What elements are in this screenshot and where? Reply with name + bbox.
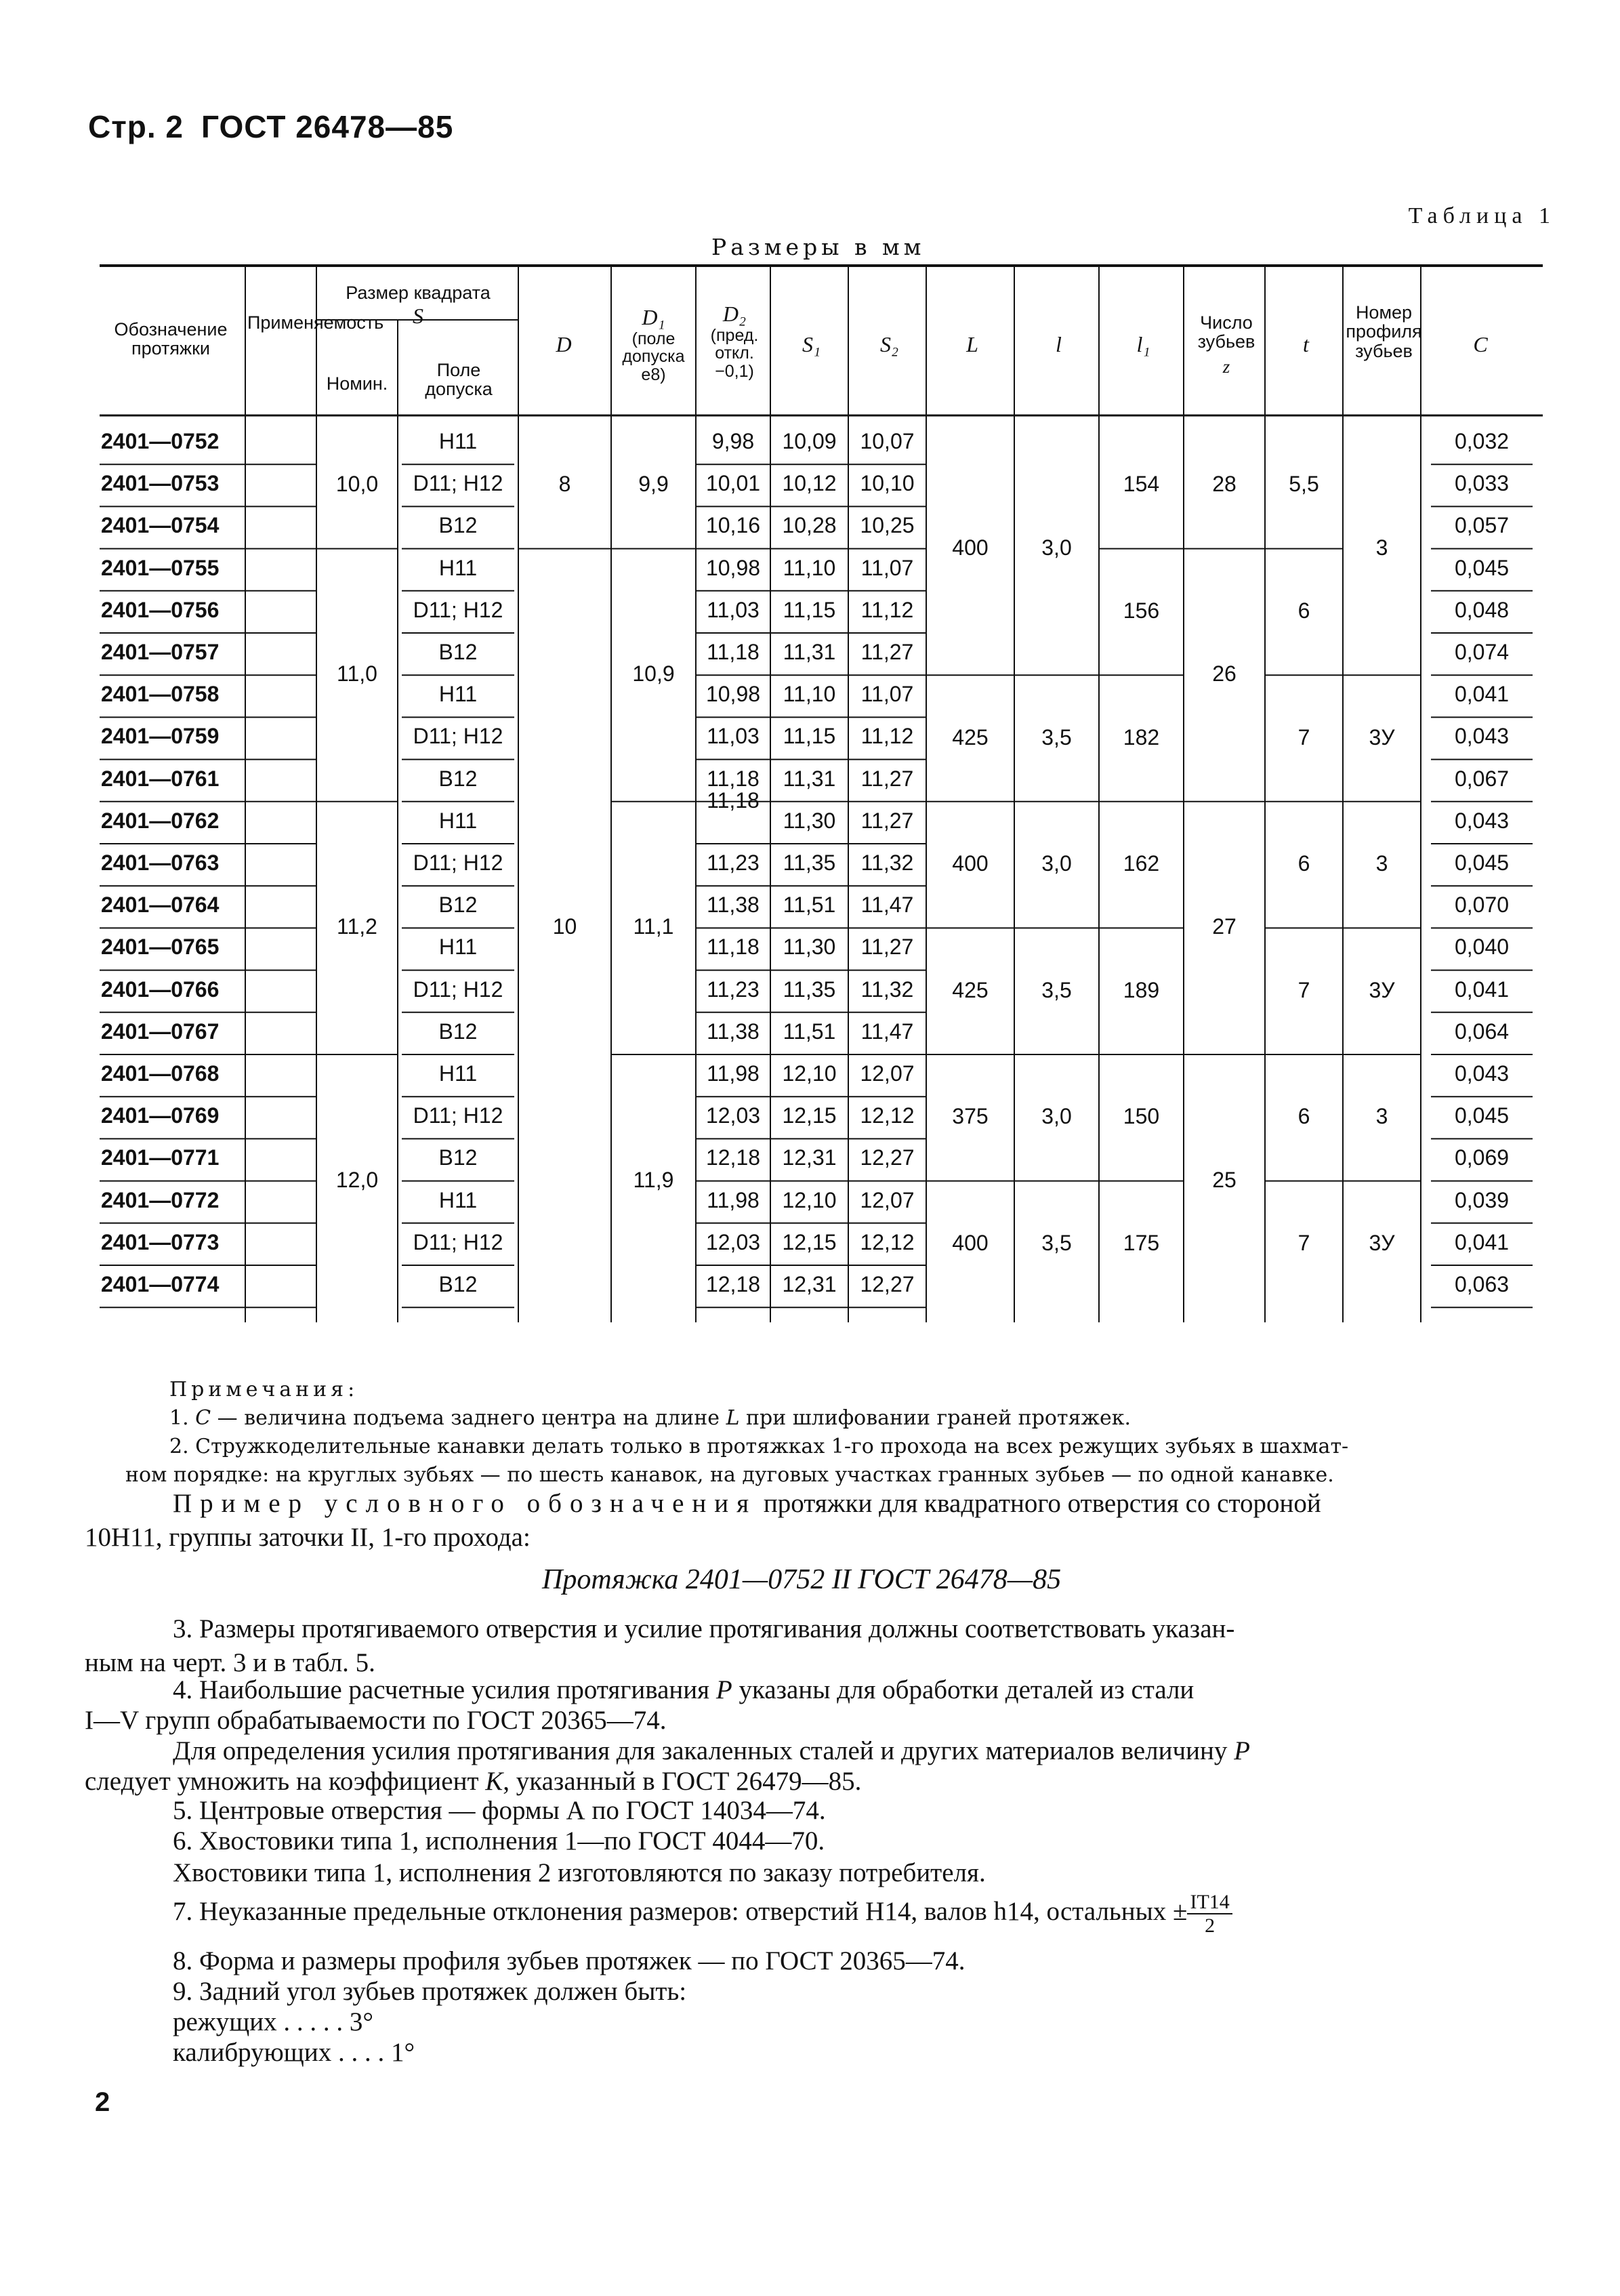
row-d2: 11,23 <box>707 850 760 875</box>
row-tolerance: D11; H12 <box>413 850 503 875</box>
merged-D1: 11,9 <box>633 1167 674 1192</box>
page-header <box>88 108 453 145</box>
row-c: 0,063 <box>1454 1272 1510 1296</box>
row-code: 2401—0754 <box>101 513 220 538</box>
hdr-tolerance: Поле допуска <box>425 360 493 400</box>
row-d2: 10,98 <box>705 555 761 580</box>
row-tolerance: H11 <box>438 429 478 453</box>
hdr-square-sym: S <box>413 304 423 328</box>
hdr-l: l <box>1056 332 1062 356</box>
para-7-text: 7. Неуказанные предельные отклонения размеров: отверстий H14, валов h14, остальных ± <box>173 1896 1188 1926</box>
row-c: 0,043 <box>1454 1061 1510 1086</box>
row-s2: 11,47 <box>860 1019 914 1044</box>
merged-nominal: 12,0 <box>335 1167 379 1192</box>
row-s1: 11,31 <box>783 640 836 664</box>
row-s2: 11,27 <box>860 640 914 664</box>
row-tolerance: D11; H12 <box>413 1229 503 1254</box>
para-4-b: указаны для обработки деталей из стали <box>732 1675 1195 1704</box>
row-s2: 11,07 <box>860 682 914 707</box>
merged-l1: 156 <box>1123 598 1160 623</box>
para-7 <box>173 1891 1232 1937</box>
hdr-S1: S₁ <box>802 332 821 356</box>
hdr-D1: D₁ <box>642 305 665 329</box>
merged-l: 3,5 <box>1041 724 1072 750</box>
merged-L: 425 <box>952 724 989 750</box>
row-code: 2401—0774 <box>101 1272 220 1296</box>
merged-l: 3,0 <box>1041 1104 1072 1129</box>
row-s2: 11,32 <box>860 850 914 875</box>
row-s2: 11,32 <box>860 977 914 1002</box>
row-c: 0,039 <box>1454 1187 1510 1212</box>
row-c: 0,040 <box>1454 935 1510 960</box>
row-s1: 11,15 <box>783 597 836 622</box>
merged-l1: 175 <box>1123 1230 1160 1255</box>
row-c: 0,045 <box>1454 850 1510 875</box>
row-tolerance: H11 <box>438 935 478 960</box>
row-d2: 12,18 <box>705 1145 761 1170</box>
para-4b-line-1 <box>173 1735 1250 1768</box>
merged-profile: 3 <box>1375 1104 1388 1129</box>
note-1-l: L <box>726 1406 740 1430</box>
merged-D1: 11,1 <box>633 914 674 939</box>
para-3-line-2: ным на черт. 3 и в табл. 5. <box>85 1648 375 1677</box>
para-9-calibrating: калибрующих . . . . 1° <box>173 2038 415 2067</box>
merged-z: 26 <box>1212 661 1237 686</box>
merged-L: 400 <box>952 535 989 560</box>
row-s1: 12,15 <box>782 1229 837 1254</box>
row-s2: 12,12 <box>860 1229 915 1254</box>
row-s2: 12,07 <box>860 1187 915 1212</box>
row-code: 2401—0768 <box>101 1061 220 1086</box>
row-tolerance: B12 <box>438 1019 478 1044</box>
merged-l: 3,5 <box>1041 977 1072 1002</box>
merged-t: 6 <box>1297 598 1310 623</box>
row-s1: 11,51 <box>783 893 836 918</box>
merged-t: 7 <box>1297 724 1310 750</box>
row-code: 2401—0769 <box>101 1103 220 1128</box>
hdr-D2: D₂ <box>722 302 747 326</box>
merged-l1: 189 <box>1123 977 1160 1002</box>
row-tolerance: H11 <box>438 1061 478 1086</box>
row-s1: 10,28 <box>782 513 837 538</box>
units-caption: Размеры в мм <box>711 234 926 260</box>
para-4-a: 4. Наибольшие расчетные усилия протягивания <box>173 1675 716 1704</box>
row-code: 2401—0772 <box>101 1187 220 1212</box>
row-tolerance: H11 <box>438 808 478 833</box>
merged-D: 10 <box>552 914 577 939</box>
page-number: 2 <box>95 2087 110 2117</box>
hdr-C: C <box>1473 332 1488 356</box>
hdr-nominal: Номин. <box>326 373 388 394</box>
row-code: 2401—0765 <box>101 935 220 960</box>
row-d2: 11,38 <box>707 893 760 918</box>
merged-D: 8 <box>558 472 571 497</box>
row-s1: 11,10 <box>783 555 836 580</box>
row-s2: 12,12 <box>860 1103 915 1128</box>
row-s2: 10,25 <box>860 513 915 538</box>
row-code: 2401—0757 <box>101 640 220 664</box>
merged-z: 25 <box>1212 1167 1237 1192</box>
merged-d2: 11,18 <box>707 787 760 813</box>
table-notes <box>125 1376 1349 1490</box>
row-code: 2401—0755 <box>101 555 220 580</box>
row-tolerance: B12 <box>438 640 478 664</box>
row-s2: 10,10 <box>860 471 915 496</box>
para-4b-k: K <box>485 1767 503 1796</box>
row-s2: 11,27 <box>860 766 914 791</box>
merged-D1: 10,9 <box>632 661 675 686</box>
example-line-2: 10H11, группы заточки II, 1-го прохода: <box>85 1523 531 1552</box>
row-tolerance: H11 <box>438 555 478 580</box>
row-code: 2401—0762 <box>101 808 220 833</box>
row-c: 0,041 <box>1454 1229 1510 1254</box>
para-7-num: IT14 <box>1187 1891 1232 1914</box>
row-d2: 9,98 <box>711 429 755 453</box>
merged-D1: 9,9 <box>638 472 669 497</box>
row-c: 0,074 <box>1454 640 1510 664</box>
example-designation: Протяжка 2401—0752 II ГОСТ 26478—85 <box>542 1564 1062 1595</box>
row-d2: 10,98 <box>705 682 761 707</box>
row-code: 2401—0763 <box>101 850 220 875</box>
merged-nominal: 10,0 <box>335 472 379 497</box>
merged-nominal: 11,0 <box>337 661 377 686</box>
row-d2: 10,16 <box>705 513 761 538</box>
para-4b-d: , указанный в ГОСТ 26479—85. <box>503 1767 862 1796</box>
merged-L: 400 <box>952 1230 989 1255</box>
row-tolerance: D11; H12 <box>413 977 503 1002</box>
row-tolerance: D11; H12 <box>413 724 503 749</box>
para-4-p: P <box>715 1675 732 1704</box>
para-4-line-1 <box>173 1674 1194 1707</box>
row-code: 2401—0758 <box>101 682 220 707</box>
example-rest: протяжки для квадратного отверстия со стороной <box>757 1489 1321 1518</box>
row-s1: 11,15 <box>783 724 836 749</box>
note-1-c: C <box>195 1406 211 1430</box>
row-d2: 11,98 <box>707 1061 760 1086</box>
row-s1: 11,35 <box>783 850 836 875</box>
row-s2: 10,07 <box>860 429 915 453</box>
row-code: 2401—0752 <box>101 429 220 453</box>
merged-profile: 3У <box>1369 977 1395 1002</box>
hdr-L: L <box>966 332 978 356</box>
page-label: Стр. 2 <box>88 109 184 144</box>
merged-t: 7 <box>1297 1230 1310 1255</box>
row-d2: 11,23 <box>707 977 760 1002</box>
row-tolerance: D11; H12 <box>413 1103 503 1128</box>
row-code: 2401—0766 <box>101 977 220 1002</box>
para-8: 8. Форма и размеры профиля зубьев протяжек — по ГОСТ 20365—74. <box>173 1946 965 1975</box>
row-c: 0,032 <box>1454 429 1510 453</box>
row-code: 2401—0761 <box>101 766 220 791</box>
hdr-D1-note: (поле допуска e8) <box>622 329 685 384</box>
row-d2: 11,03 <box>707 597 760 622</box>
hdr-l1: l₁ <box>1136 332 1150 356</box>
row-s1: 12,10 <box>782 1187 837 1212</box>
row-s1: 12,31 <box>782 1145 837 1170</box>
merged-L: 375 <box>952 1104 989 1129</box>
para-7-den: 2 <box>1205 1914 1216 1937</box>
row-c: 0,045 <box>1454 1103 1510 1128</box>
hdr-t: t <box>1303 332 1309 356</box>
para-7-fraction <box>1187 1891 1232 1937</box>
merged-t: 7 <box>1297 977 1310 1002</box>
row-s1: 12,31 <box>782 1272 837 1296</box>
row-s2: 12,27 <box>860 1145 915 1170</box>
para-6b: Хвостовики типа 1, исполнения 2 изготовляются по заказу потребителя. <box>173 1858 986 1887</box>
row-code: 2401—0771 <box>101 1145 220 1170</box>
merged-t: 6 <box>1297 851 1310 876</box>
hdr-z: z <box>1222 356 1230 377</box>
row-code: 2401—0767 <box>101 1019 220 1044</box>
row-c: 0,041 <box>1454 682 1510 707</box>
row-s2: 11,12 <box>860 724 914 749</box>
row-s1: 11,51 <box>783 1019 836 1044</box>
row-d2: 11,18 <box>707 766 760 791</box>
merged-profile: 3У <box>1369 1230 1395 1255</box>
para-4-line-2: I—V групп обрабатываемости по ГОСТ 20365—74. <box>85 1706 667 1735</box>
row-s1: 10,09 <box>782 429 837 453</box>
row-c: 0,045 <box>1454 555 1510 580</box>
row-code: 2401—0753 <box>101 471 220 496</box>
para-4b-line-2 <box>85 1765 861 1799</box>
row-s2: 11,12 <box>860 597 914 622</box>
row-s1: 11,30 <box>783 935 836 960</box>
hdr-D: D <box>556 332 572 356</box>
merged-nominal: 11,2 <box>337 914 377 939</box>
row-s1: 11,30 <box>783 808 836 833</box>
notes-title: Примечания: <box>169 1378 359 1401</box>
note-1 <box>169 1404 1348 1433</box>
standard-label: ГОСТ 26478—85 <box>201 109 454 144</box>
row-s2: 12,27 <box>860 1272 915 1296</box>
row-s2: 11,27 <box>860 808 914 833</box>
para-3-line-1: 3. Размеры протягиваемого отверстия и усилие протягивания должны соответствовать указан- <box>173 1614 1235 1643</box>
row-c: 0,041 <box>1454 977 1510 1002</box>
row-tolerance: B12 <box>438 513 478 538</box>
merged-l1: 154 <box>1123 472 1160 497</box>
para-9: 9. Задний угол зубьев протяжек должен быть: <box>173 1977 687 2006</box>
row-s2: 11,07 <box>860 555 914 580</box>
row-s1: 11,10 <box>783 682 836 707</box>
merged-profile: 3 <box>1375 851 1388 876</box>
row-tolerance: D11; H12 <box>413 597 503 622</box>
table-caption: Таблица 1 <box>1408 203 1556 228</box>
merged-l1: 150 <box>1123 1104 1160 1129</box>
row-c: 0,043 <box>1454 808 1510 833</box>
row-tolerance: B12 <box>438 893 478 918</box>
para-9-cutting: режущих . . . . . 3° <box>173 2007 374 2036</box>
hdr-S2: S₂ <box>879 332 899 356</box>
row-tolerance: H11 <box>438 682 478 707</box>
merged-L: 425 <box>952 977 989 1002</box>
row-code: 2401—0773 <box>101 1229 220 1254</box>
para-4b-c: следует умножить на коэффициент <box>85 1767 486 1796</box>
para-4b-p: P <box>1234 1736 1250 1765</box>
row-tolerance: B12 <box>438 1272 478 1296</box>
row-s2: 11,27 <box>860 935 914 960</box>
para-5: 5. Центровые отверстия — формы А по ГОСТ 14034—74. <box>173 1796 826 1825</box>
row-d2: 11,18 <box>707 640 760 664</box>
row-tolerance: H11 <box>438 1187 478 1212</box>
row-d2: 10,01 <box>705 471 761 496</box>
row-s1: 11,31 <box>783 766 836 791</box>
row-tolerance: B12 <box>438 766 478 791</box>
hdr-designation: Обозначение протяжки <box>114 319 228 359</box>
merged-l: 3,0 <box>1041 851 1072 876</box>
row-c: 0,069 <box>1454 1145 1510 1170</box>
example-line-1 <box>173 1488 1321 1521</box>
example-lead: Пример условного обозначения <box>173 1489 757 1518</box>
merged-l: 3,0 <box>1041 535 1072 560</box>
row-d2: 11,98 <box>707 1187 760 1212</box>
row-s2: 12,07 <box>860 1061 915 1086</box>
para-4b-a: Для определения усилия протягивания для закаленных сталей и других материалов величину <box>173 1736 1234 1765</box>
note-2-line-2: ном порядке: на круглых зубьях — по шесть канавок, на дуговых участках гранных зубьев — по одной канавке. <box>125 1463 1334 1487</box>
row-tolerance: B12 <box>438 1145 478 1170</box>
row-c: 0,033 <box>1454 471 1510 496</box>
row-c: 0,048 <box>1454 597 1510 622</box>
row-code: 2401—0756 <box>101 597 220 622</box>
merged-profile: 3У <box>1369 724 1395 750</box>
row-s2: 11,47 <box>860 893 914 918</box>
row-tolerance: D11; H12 <box>413 471 503 496</box>
merged-L: 400 <box>952 851 989 876</box>
merged-z: 28 <box>1212 472 1237 497</box>
row-d2: 11,38 <box>707 1019 760 1044</box>
note-1-num: 1. <box>169 1406 196 1430</box>
row-c: 0,057 <box>1454 513 1510 538</box>
merged-l: 3,5 <box>1041 1230 1072 1255</box>
row-s1: 12,15 <box>782 1103 837 1128</box>
note-2-line-1: 2. Стружкоделительные канавки делать только в протяжках 1-го прохода на всех режущих зубьях в шахмат- <box>169 1435 1349 1458</box>
row-c: 0,064 <box>1454 1019 1510 1044</box>
hdr-profile-no: Номер профиля зубьев <box>1346 302 1422 361</box>
row-c: 0,043 <box>1454 724 1510 749</box>
merged-profile: 3 <box>1375 535 1388 560</box>
merged-t: 5,5 <box>1289 472 1319 497</box>
row-d2: 11,03 <box>707 724 760 749</box>
row-d2: 11,18 <box>707 935 760 960</box>
merged-z: 27 <box>1212 914 1237 939</box>
merged-l1: 162 <box>1123 851 1160 876</box>
row-code: 2401—0759 <box>101 724 220 749</box>
merged-l1: 182 <box>1123 724 1160 750</box>
row-c: 0,067 <box>1454 766 1510 791</box>
row-d2: 12,03 <box>705 1229 761 1254</box>
note-1-end: при шлифовании граней протяжек. <box>739 1406 1131 1430</box>
hdr-teeth-count: Число зубьев <box>1197 312 1255 352</box>
note-1-text: — величина подъема заднего центра на длине <box>211 1406 726 1430</box>
row-d2: 12,03 <box>705 1103 761 1128</box>
hdr-application: Применяемость <box>247 312 384 333</box>
row-c: 0,070 <box>1454 893 1510 918</box>
hdr-D2-note: (пред. откл. −0,1) <box>710 326 759 381</box>
merged-t: 6 <box>1297 1104 1310 1129</box>
row-d2: 12,18 <box>705 1272 761 1296</box>
row-s1: 10,12 <box>782 471 837 496</box>
row-s1: 11,35 <box>783 977 836 1002</box>
row-code: 2401—0764 <box>101 893 220 918</box>
hdr-square-size: Размер квадрата <box>346 283 491 303</box>
row-s1: 12,10 <box>782 1061 837 1086</box>
para-6: 6. Хвостовики типа 1, исполнения 1—по ГОСТ 4044—70. <box>173 1826 825 1856</box>
